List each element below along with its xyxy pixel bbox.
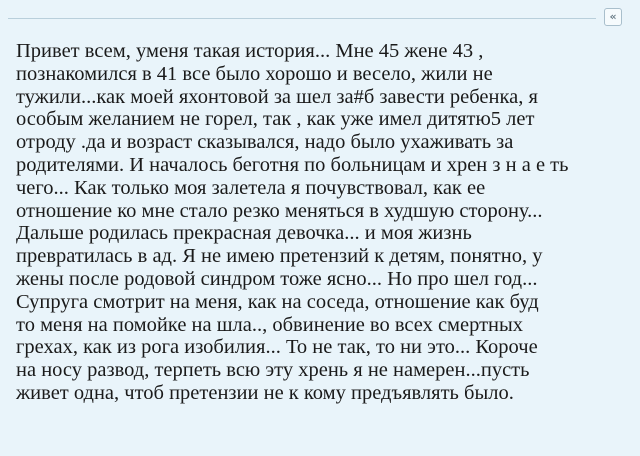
quote-icon[interactable]: « bbox=[604, 8, 622, 26]
post-line: жены после родовой синдром тоже ясно... Но про шел год... bbox=[16, 267, 538, 290]
post-line: тужили...как моей яхонтовой за шел за#б завести ребенка, я bbox=[16, 85, 538, 108]
post-line: на носу развод, терпеть всю эту хрень я не намерен...пусть bbox=[16, 359, 530, 382]
post-line: отношение ко мне стало резко меняться в худшую сторону... bbox=[16, 199, 543, 222]
post-line: Супруга смотрит на меня, как на соседа, отношение как буд bbox=[16, 290, 539, 313]
post-line: чего... Как только моя залетела я почувствовал, как ее bbox=[16, 176, 486, 199]
post-line: родителями. И началось беготня по больницам и хрен з н а е ть bbox=[16, 153, 569, 176]
post-line: отроду .да и возраст сказывался, надо было ухаживать за bbox=[16, 131, 514, 154]
post-line: Дальше родилась прекрасная девочка... и моя жизнь bbox=[16, 222, 472, 245]
post-line: живет одна, чтоб претензии не к кому предъявлять было. bbox=[16, 381, 514, 404]
post-body bbox=[16, 40, 628, 405]
post-line: Привет всем, уменя такая история... Мне 45 жене 43 , bbox=[16, 40, 484, 62]
post-line: познакомился в 41 все было хорошо и весело, жили не bbox=[16, 62, 493, 85]
post-line: особым желанием не горел, так , как уже имел дитятю5 лет bbox=[16, 108, 535, 131]
post-line: превратилась в ад. Я не имею претензий к детям, понятно, у bbox=[16, 245, 543, 268]
post-line: грехах, как из рога изобилия... То не так, то ни это... Короче bbox=[16, 336, 538, 359]
post-line: то меня на помойке на шла.., обвинение во всех смертных bbox=[16, 313, 524, 336]
divider bbox=[8, 18, 596, 19]
